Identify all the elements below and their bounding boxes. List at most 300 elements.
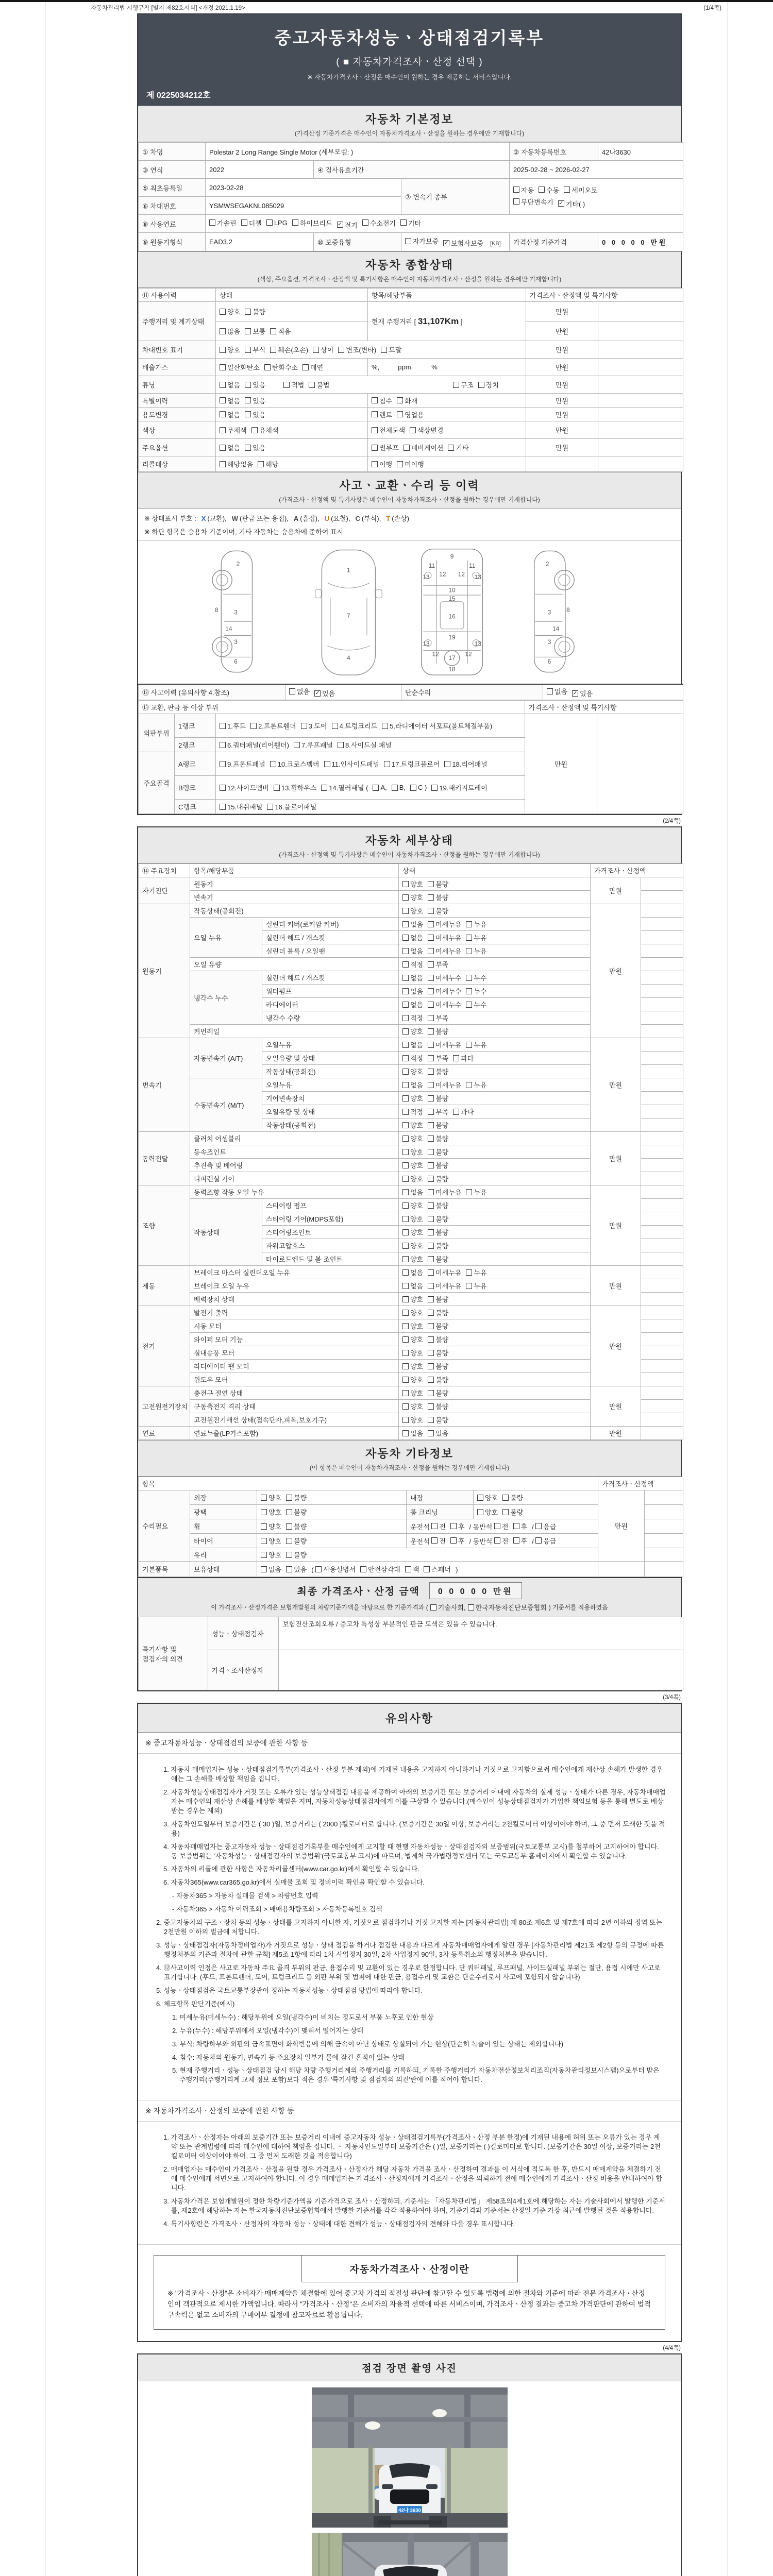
diagram-part-number: 16 xyxy=(448,613,456,620)
checkbox-unchecked[interactable]: 없음 xyxy=(402,933,423,942)
checkbox-unchecked[interactable]: 양호 xyxy=(402,1321,423,1331)
price-cell: 만원 xyxy=(591,1386,641,1427)
checkbox-unchecked[interactable]: 양호 xyxy=(220,307,240,316)
diagram-part-number: 18 xyxy=(448,665,456,673)
checkbox-unchecked[interactable]: 렌트 xyxy=(372,410,392,419)
group-powertrain: 동력전달 xyxy=(139,1132,190,1185)
checkbox-unchecked[interactable]: 부족 xyxy=(428,1053,448,1063)
checkbox-unchecked[interactable]: 장치 xyxy=(478,380,499,389)
label-transmission: ⑦ 변속기 종류 xyxy=(401,179,510,215)
checkbox-unchecked[interactable]: 적정 xyxy=(402,959,423,969)
row-emissions: 배출가스 xyxy=(139,359,216,376)
form-meta xyxy=(45,2,728,13)
subgroup-coolant-leak: 냉각수 누수 xyxy=(190,971,262,1025)
checkbox-unchecked[interactable]: 불량 xyxy=(428,1308,448,1317)
checkbox-unchecked[interactable]: 불법 xyxy=(309,380,329,389)
checkbox-unchecked[interactable]: 없음 xyxy=(402,1428,423,1438)
section-title: 자동차 세부상태 xyxy=(365,834,453,847)
checkbox-unchecked[interactable]: 불량 xyxy=(428,1174,448,1183)
checkbox-unchecked[interactable]: 없음 xyxy=(402,999,423,1009)
checkbox-unchecked[interactable]: 해당없음 xyxy=(220,459,253,469)
current-mileage: 현재 주행거리 [ 31,107Km ] xyxy=(368,302,526,341)
notice-line: 6. 자동차365(www.car365.go.kr)에서 실매물 조회 및 정비이력 확인을 확인할 수 있습니다. xyxy=(163,1878,425,1887)
checkbox-unchecked[interactable]: 도말 xyxy=(381,345,401,354)
checkbox-unchecked[interactable]: 이행 xyxy=(372,459,392,469)
checkbox-unchecked[interactable]: 5.라디에이터 서포트(볼트체결부품) xyxy=(382,721,492,731)
checkbox-unchecked[interactable]: 불량 xyxy=(428,1214,448,1224)
checkbox-unchecked[interactable]: 양호 xyxy=(261,1521,281,1531)
checkbox-unchecked[interactable]: 응급 xyxy=(535,1536,556,1546)
group-basic-items: 기본품목 xyxy=(139,1562,190,1577)
checkbox-unchecked[interactable]: 미세누수 xyxy=(428,999,461,1009)
checkbox-unchecked[interactable]: 세미오토 xyxy=(564,185,597,195)
checkbox-unchecked[interactable]: 기술사회, xyxy=(430,1602,466,1612)
checkbox-unchecked[interactable]: 자가보증 xyxy=(405,236,439,246)
checkbox-unchecked[interactable]: 있음 xyxy=(245,410,265,419)
checkbox-checked[interactable]: ✓ 보험사보증 xyxy=(444,240,484,247)
checkbox-unchecked[interactable]: 적정 xyxy=(402,1107,423,1116)
subgroup-oil-leak: 오일 누유 xyxy=(190,918,262,958)
checkbox-unchecked[interactable]: 양호 xyxy=(402,1093,423,1103)
checkbox-unchecked[interactable]: 영업용 xyxy=(397,410,424,419)
notice-line: 2. 매매업자는 매수인이 가격조사ㆍ산정을 원할 경우 가격조사ㆍ산정자가 해당 자동차 가격을 조사ㆍ산정하여 결과를 이 서식에 적도록 한 후, 반드시 매매계약을 체결하기 전에 매수인에게 서면으로 고지하여야 합니다. 이 경우 매매업자는 가격조사ㆍ산정자에게 가격조사ㆍ산정을 의뢰하기 전에 매수인에게 가격조사ㆍ산정 비용을 안내하여야 합니다. xyxy=(163,2165,663,2192)
diagram-part-number: 13 xyxy=(474,573,481,581)
notice-list-a xyxy=(147,1765,666,1914)
checkbox-unchecked[interactable]: 양호 xyxy=(402,1375,423,1384)
checkbox-unchecked[interactable]: 불량 xyxy=(428,1321,448,1331)
price-cell: 만원 xyxy=(526,376,598,394)
legend-label: (요철), xyxy=(331,515,350,522)
checkbox-unchecked[interactable]: 수동 xyxy=(539,185,559,195)
checkbox-unchecked[interactable]: 양호 xyxy=(261,1536,281,1546)
row-mileage: 주행거리 및 계기상태 xyxy=(139,302,216,341)
checkbox-unchecked[interactable]: 누유 xyxy=(466,1040,486,1049)
checkbox-unchecked[interactable]: 자동 xyxy=(513,185,534,195)
inspector-comment: 보험전산조회오류 / 중고차 특성상 부분적인 판금 도색은 있을 수 있습니다. xyxy=(279,1617,683,1650)
value-vin: YSMWSEGAKNL085029 xyxy=(206,197,401,215)
checkbox-unchecked[interactable]: 네비게이션 xyxy=(404,443,444,452)
checkbox-unchecked[interactable]: 색상변경 xyxy=(410,425,443,435)
checkbox-unchecked[interactable]: 불량 xyxy=(428,1241,448,1250)
checkbox-unchecked[interactable]: 없음 xyxy=(547,686,567,696)
page1-block xyxy=(137,13,682,815)
checkbox-unchecked[interactable]: 후 xyxy=(450,1521,465,1531)
checkbox-unchecked[interactable]: 화재 xyxy=(397,396,417,405)
checkbox-unchecked[interactable]: 19.패키지트레이 xyxy=(431,783,487,792)
checkbox-unchecked[interactable]: 양호 xyxy=(261,1507,281,1517)
checkbox-unchecked[interactable]: 불량 xyxy=(428,1200,448,1210)
checkbox-unchecked[interactable]: 불량 xyxy=(428,1160,448,1170)
page-number-1: (1/4쪽) xyxy=(703,5,721,11)
checkbox-unchecked[interactable]: 미세누유 xyxy=(428,1187,461,1197)
form-title: 중고자동차성능ㆍ상태점검기록부 xyxy=(274,28,545,47)
checkbox-unchecked[interactable]: 후 xyxy=(513,1521,528,1531)
checkbox-unchecked[interactable]: 7.루프패널 xyxy=(294,740,333,750)
checkbox-unchecked[interactable]: 부족 xyxy=(428,959,448,969)
checkbox-unchecked[interactable]: 1.후드 xyxy=(220,721,246,731)
checkbox-unchecked[interactable]: 양호 xyxy=(402,1415,423,1425)
checkbox-unchecked[interactable]: 후 xyxy=(513,1536,528,1546)
checkbox-unchecked[interactable]: 썬루프 xyxy=(372,443,399,452)
diagram-part-number: 17 xyxy=(448,654,456,662)
checkbox-unchecked[interactable]: 양호 xyxy=(261,1493,281,1502)
checkbox-unchecked[interactable]: 가솔린 xyxy=(209,218,237,228)
notice-line: 4. 침수: 자동차의 원동기, 변속기 등 주요장치 일부가 물에 잠긴 흔적이 있는 상태 xyxy=(172,2053,405,2061)
checkbox-unchecked[interactable]: 누수 xyxy=(466,999,486,1009)
checkbox-unchecked[interactable]: 불량 xyxy=(428,1375,448,1384)
overall-state-table xyxy=(138,288,683,472)
checkbox-unchecked[interactable]: 14.필러패널 ( xyxy=(321,783,368,792)
checkbox-checked[interactable]: ✓ 있음 xyxy=(315,690,335,698)
checkbox-unchecked[interactable]: 적정 xyxy=(402,1053,423,1063)
checkbox-unchecked[interactable]: 없음 xyxy=(220,396,240,405)
checkbox-unchecked[interactable]: 양호 xyxy=(402,1348,423,1358)
notice-line: 4. 자동차매매업자는 중고자동차 성능ㆍ상태점검기록부를 매수인에게 고지할 때 현행 자동차성능ㆍ상태점검자의 보증범위(국토교통부 고시)를 첨부하여 고지하여야 합니다. 동 보증범위는 '자동차성능ㆍ상태점검자의 보증범위'(국토교통부 고시)에 따르며, 법제처 국가법령정보센터 또는 국토교통부 홈페이지에서 확인할 수 있습니다. xyxy=(163,1842,659,1860)
checkbox-unchecked[interactable]: 양호 xyxy=(402,1174,423,1183)
checkbox-unchecked[interactable]: 불량 xyxy=(428,1026,448,1036)
checkbox-unchecked[interactable]: 불량 xyxy=(286,1550,307,1560)
checkbox-unchecked[interactable]: 없음 xyxy=(402,1080,423,1090)
checkbox-unchecked[interactable]: 과다 xyxy=(453,1107,474,1116)
emissions-options xyxy=(216,359,368,376)
legend-label: (교환), xyxy=(207,515,227,522)
price-cell: 만원 xyxy=(591,1427,641,1440)
checkbox-unchecked[interactable]: 불량 xyxy=(428,1361,448,1371)
notice-line: - 자동차365 > 자동차 이력조회 > 매매용차량조회 > 자동차등록번호 검색 xyxy=(172,1905,382,1913)
checkbox-unchecked[interactable]: 적정 xyxy=(402,1013,423,1023)
checkbox-unchecked[interactable]: 양호 xyxy=(261,1550,281,1560)
checkbox-unchecked[interactable]: 부식 xyxy=(245,345,265,354)
checkbox-unchecked[interactable]: 부족 xyxy=(428,1013,448,1023)
checkbox-unchecked[interactable]: 양호 xyxy=(402,1308,423,1317)
checkbox-unchecked[interactable]: 4.트렁크리드 xyxy=(332,721,378,731)
checkbox-unchecked[interactable]: 전 xyxy=(431,1521,446,1531)
checkbox-unchecked[interactable]: 있음 xyxy=(286,1564,307,1574)
checkbox-unchecked[interactable]: 불량 xyxy=(428,1093,448,1103)
page-number-4: (4/4쪽) xyxy=(663,2345,681,2351)
checkbox-unchecked[interactable]: 양호 xyxy=(477,1493,498,1502)
checkbox-unchecked[interactable]: 미세누유 xyxy=(428,1080,461,1090)
diagram-part-number: 2 xyxy=(236,560,240,568)
checkbox-unchecked[interactable]: 3.도어 xyxy=(301,721,327,731)
checkbox-unchecked[interactable]: 불량 xyxy=(428,1254,448,1264)
checkbox-unchecked[interactable]: 2.프론트휀더 xyxy=(250,721,296,731)
col-price-notes: 가격조사ㆍ산정액 및 특기사항 xyxy=(526,289,683,302)
checkbox-unchecked[interactable]: 불량 xyxy=(286,1521,307,1531)
checkbox-unchecked[interactable]: 없음 xyxy=(261,1564,281,1574)
checkbox-unchecked[interactable]: 전 xyxy=(494,1536,509,1546)
page-number-3: (3/4쪽) xyxy=(663,1694,681,1701)
value-year: 2022 xyxy=(206,161,314,179)
checkbox-unchecked[interactable]: 하이브리드 xyxy=(292,218,332,228)
checkbox-unchecked[interactable]: 양호 xyxy=(402,1160,423,1170)
checkbox-unchecked[interactable]: 누유 xyxy=(466,946,486,956)
checkbox-unchecked[interactable]: 미세누유 xyxy=(428,919,461,929)
checkbox-unchecked[interactable]: 많음 xyxy=(220,326,240,336)
checkbox-unchecked[interactable]: 수소전기 xyxy=(362,218,396,228)
checkbox-unchecked[interactable]: 18.리어패널 xyxy=(444,759,487,769)
legend-symbol: X xyxy=(201,515,206,522)
checkbox-unchecked[interactable]: 무채색 xyxy=(220,425,247,435)
checkbox-unchecked[interactable]: 누수 xyxy=(466,973,486,982)
checkbox-unchecked[interactable]: LPG xyxy=(266,219,288,227)
checkbox-unchecked[interactable]: 누유 xyxy=(466,1267,486,1277)
checkbox-unchecked[interactable]: 양호 xyxy=(402,1334,423,1344)
checkbox-unchecked[interactable]: 미세누유 xyxy=(428,933,461,942)
checkbox-unchecked[interactable]: 보통 xyxy=(245,326,265,336)
checkbox-unchecked[interactable]: 6.쿼터패널(리어휀더) xyxy=(220,740,289,750)
col-usage-history: ⑪ 사용이력 xyxy=(139,289,216,302)
section-subtitle: (가격조사ㆍ산정액 및 특기사항은 매수인이 자동차가격조사ㆍ산정을 원하는 경우에만 기재합니다) xyxy=(279,851,540,858)
diagram-part-number: 12 xyxy=(458,570,465,578)
diagram-part-number: 12 xyxy=(464,650,472,658)
checkbox-unchecked[interactable]: 불량 xyxy=(428,906,448,916)
appraisal-definition-body: ※ "가격조사ㆍ산정"은 소비자가 매매계약을 체결함에 있어 중고차 가격의 적절성 판단에 참고할 수 있도록 법령에 의한 절차와 기준에 따라 전문 가격조사ㆍ산정인이 객관적으로 제시한 가액입니다. 따라서 "가격조사ㆍ산정"은 소비자의 자율적 선택에 따른 서비스이며, 가격조사ㆍ산정 결과는 중고차 가격판단에 관하여 법적 구속력은 없고 소비자의 구매여부 결정에 참고자료로 활용됩니다. xyxy=(167,2289,651,2319)
checkbox-unchecked[interactable]: 17.트렁크플로어 xyxy=(384,759,440,769)
checkbox-unchecked[interactable]: 미세누수 xyxy=(428,986,461,996)
checkbox-unchecked[interactable]: 응급 xyxy=(535,1521,556,1531)
checkbox-unchecked[interactable]: 기타 xyxy=(448,443,468,452)
checkbox-unchecked[interactable]: 양호 xyxy=(402,892,423,902)
checkbox-unchecked[interactable]: 없음 xyxy=(289,686,310,696)
checkbox-unchecked[interactable]: 양호 xyxy=(477,1507,498,1517)
diagram-part-number: 6 xyxy=(233,658,238,666)
checkbox-unchecked[interactable]: 미세누수 xyxy=(428,973,461,982)
checkbox-unchecked[interactable]: 10.크로스멤버 xyxy=(270,759,320,769)
group-electrical: 전기 xyxy=(139,1306,190,1386)
checkbox-unchecked[interactable]: 기타 xyxy=(400,218,421,228)
checkbox-unchecked[interactable]: 없음 xyxy=(220,410,240,419)
group-repair-needed: 수리필요 xyxy=(139,1490,190,1562)
checkbox-unchecked[interactable]: 불량 xyxy=(428,1294,448,1304)
checkbox-unchecked[interactable]: 있음 xyxy=(245,380,265,389)
checkbox-unchecked[interactable]: 누유 xyxy=(466,1187,486,1197)
page-number-2: (2/4쪽) xyxy=(663,818,681,824)
checkbox-unchecked[interactable]: 없음 xyxy=(402,1187,423,1197)
checkbox-unchecked[interactable]: 미이행 xyxy=(397,459,424,469)
checkbox-unchecked[interactable]: 불량 xyxy=(428,1348,448,1358)
price-cell: 만원 xyxy=(526,359,598,376)
checkbox-unchecked[interactable]: 일산화탄소 xyxy=(220,362,260,372)
checkbox-unchecked[interactable]: 한국자동차진단보증협회 xyxy=(468,1602,547,1612)
checkbox-unchecked[interactable]: 안전삼각대 xyxy=(360,1564,400,1574)
checkbox-unchecked[interactable]: 양호 xyxy=(402,1388,423,1398)
inspector-label: 성능ㆍ상태점검자 xyxy=(208,1617,279,1650)
form-note: ※ 자동차가격조사ㆍ산정은 매수인이 원하는 경우 제공하는 서비스입니다. xyxy=(307,74,512,81)
checkbox-unchecked[interactable]: 전 xyxy=(494,1521,509,1531)
checkbox-unchecked[interactable]: 11.인사이드패널 xyxy=(324,759,379,769)
checkbox-unchecked[interactable]: 매연 xyxy=(303,362,323,372)
checkbox-unchecked[interactable]: 사용설명서 xyxy=(315,1564,356,1574)
checkbox-unchecked[interactable]: 8.사이드실 패널 xyxy=(338,740,392,750)
checkbox-unchecked[interactable]: 미세누유 xyxy=(428,1281,461,1291)
overall-state-header xyxy=(138,251,681,288)
checkbox-unchecked[interactable]: 훼손(오손) xyxy=(270,345,308,354)
warranty-options xyxy=(401,233,510,251)
checkbox-unchecked[interactable]: 없음 xyxy=(402,1267,423,1277)
checkbox-unchecked[interactable]: 미세누유 xyxy=(428,1040,461,1049)
checkbox-unchecked[interactable]: 양호 xyxy=(402,1227,423,1237)
checkbox-unchecked[interactable]: 불량 xyxy=(428,1066,448,1076)
etc-info-header xyxy=(138,1440,681,1477)
diagram-part-number: 14 xyxy=(552,625,559,633)
price-cell: 만원 xyxy=(525,714,597,814)
checkbox-unchecked[interactable]: 없음 xyxy=(220,443,240,452)
diagram-part-number: 8 xyxy=(566,606,570,614)
checkbox-unchecked[interactable]: 누유 xyxy=(466,1080,486,1090)
checkbox-unchecked[interactable]: 미세누유 xyxy=(428,1267,461,1277)
label-vin: ⑥ 차대번호 xyxy=(139,197,206,215)
checkbox-unchecked[interactable]: 있음 xyxy=(245,396,265,405)
notice-appraisal-heading: ※ 자동차가격조사ㆍ산정의 보증에 관한 사항 등 xyxy=(138,2100,681,2122)
checkbox-unchecked[interactable]: 없음 xyxy=(402,919,423,929)
checkbox-unchecked[interactable]: 없음 xyxy=(402,973,423,982)
checkbox-unchecked[interactable]: 불량 xyxy=(428,1401,448,1411)
notice-line: 1. 미세누유(미세누수) : 해당부위에 오일(냉각수)이 비치는 정도로서 부품 노후로 인한 현상 xyxy=(172,2013,434,2021)
checkbox-unchecked[interactable]: 적법 xyxy=(283,380,304,389)
col-major-device: ⑭ 주요장치 xyxy=(139,864,190,877)
checkbox-unchecked[interactable]: 누유 xyxy=(466,919,486,929)
checkbox-unchecked[interactable]: 없음 xyxy=(402,986,423,996)
value-first-reg: 2023-02-28 xyxy=(206,179,401,197)
notice-list-b xyxy=(147,1918,666,2084)
checkbox-unchecked[interactable]: 양호 xyxy=(402,1147,423,1157)
rankC-options xyxy=(216,800,525,814)
checkbox-unchecked[interactable]: 양호 xyxy=(402,1241,423,1250)
checkbox-unchecked[interactable]: 적음 xyxy=(270,326,291,336)
checkbox-unchecked[interactable]: 불량 xyxy=(428,1133,448,1143)
checkbox-unchecked[interactable]: 불량 xyxy=(502,1493,523,1502)
price-cell: 만원 xyxy=(591,877,641,904)
checkbox-checked[interactable]: ✓ 있음 xyxy=(573,690,593,698)
checkbox-unchecked[interactable]: 해당 xyxy=(258,459,278,469)
checkbox-unchecked[interactable]: 불량 xyxy=(286,1507,307,1517)
notice-line: 6. 체크항목 판단기준(예시) xyxy=(156,1999,235,2008)
outer-panel-label: 외판부위 xyxy=(139,714,175,752)
final-price-band xyxy=(138,1577,681,1617)
checkbox-unchecked[interactable]: 불량 xyxy=(428,1227,448,1237)
checkbox-unchecked[interactable]: 양호 xyxy=(402,879,423,889)
checkbox-unchecked[interactable]: 불량 xyxy=(286,1493,307,1502)
checkbox-unchecked[interactable]: 미세누유 xyxy=(428,946,461,956)
simple-repair-label: 단순수리 xyxy=(401,684,543,700)
checkbox-unchecked[interactable]: 양호 xyxy=(402,1361,423,1371)
diagram-part-number: 11 xyxy=(428,562,435,570)
checkbox-checked[interactable]: ✓ 전기 xyxy=(338,221,358,229)
diagram-part-number: 7 xyxy=(346,612,350,619)
checkbox-unchecked[interactable]: 불량 xyxy=(428,1415,448,1425)
checkbox-unchecked[interactable]: 불량 xyxy=(428,1334,448,1344)
checkbox-unchecked[interactable]: 양호 xyxy=(402,906,423,916)
diagram-part-number: 13 xyxy=(474,640,481,648)
checkbox-unchecked[interactable]: 양호 xyxy=(402,1120,423,1130)
checkbox-unchecked[interactable]: 불량 xyxy=(428,892,448,902)
basic-info-table xyxy=(138,142,683,251)
checkbox-unchecked[interactable]: 상이 xyxy=(313,345,333,354)
checkbox-unchecked[interactable]: 잭 xyxy=(405,1564,419,1574)
checkbox-unchecked[interactable]: 양호 xyxy=(402,1133,423,1143)
checkbox-unchecked[interactable]: 무단변속기 xyxy=(513,197,553,207)
checkbox-unchecked[interactable]: A, xyxy=(373,784,386,791)
checkbox-unchecked[interactable]: 양호 xyxy=(402,1294,423,1304)
checkbox-unchecked[interactable]: 있음 xyxy=(245,443,265,452)
checkbox-unchecked[interactable]: 부족 xyxy=(428,1107,448,1116)
price-cell: 만원 xyxy=(591,1306,641,1386)
checkbox-unchecked[interactable]: 누수 xyxy=(466,986,486,996)
form-regulation-ref: 자동차관리법 시행규칙 [별지 제82호서식] <개정 2021.1.19> xyxy=(91,5,245,11)
checkbox-unchecked[interactable]: 변조(변타) xyxy=(338,345,376,354)
checkbox-unchecked[interactable]: 유채색 xyxy=(251,425,279,435)
checkbox-unchecked[interactable]: 없음 xyxy=(220,380,240,389)
checkbox-unchecked[interactable]: 불량 xyxy=(428,1388,448,1398)
checkbox-unchecked[interactable]: 없음 xyxy=(402,1281,423,1291)
checkbox-unchecked[interactable]: 침수 xyxy=(372,396,392,405)
label-car-name: ① 차명 xyxy=(139,143,206,161)
checkbox-unchecked[interactable]: 없음 xyxy=(402,946,423,956)
checkbox-unchecked[interactable]: 양호 xyxy=(402,1401,423,1411)
checkbox-unchecked[interactable]: 16.플로어패널 xyxy=(267,802,316,811)
group-self-diagnosis: 자기진단 xyxy=(139,877,190,904)
car-top-view xyxy=(315,550,382,675)
checkbox-unchecked[interactable]: 불량 xyxy=(428,879,448,889)
checkbox-unchecked[interactable]: 양호 xyxy=(402,1066,423,1076)
checkbox-unchecked[interactable]: 전체도색 xyxy=(372,425,405,435)
checkbox-unchecked[interactable]: 디젤 xyxy=(241,218,262,228)
diagram-part-number: 12 xyxy=(432,650,439,658)
rankB-options xyxy=(216,776,525,800)
checkbox-unchecked[interactable]: 불량 xyxy=(286,1536,307,1546)
checkbox-unchecked[interactable]: 15.대쉬패널 xyxy=(220,802,262,811)
checkbox-unchecked[interactable]: C ) xyxy=(410,784,427,791)
col-state: 상태 xyxy=(216,289,368,302)
checkbox-unchecked[interactable]: 있음 xyxy=(428,1428,448,1438)
notice-line: 3. 자동차가격은 보험개발원이 정한 차량기준가액을 기준가격으로 조사ㆍ산정하되, 기준서는 「자동차관리법」 제58조의4제1호에 해당하는 자는 기술사회에서 발행한 기준서를, 제2호에 해당하는 자는 한국자동차진단보증협회에서 발행한 기준서를 각각 적용하여야 하며, 기준가격과 기준서는 산정일 기준 가장 최근에 발행된 것을 적용합니다. xyxy=(163,2197,665,2214)
checkbox-unchecked[interactable]: 불량 xyxy=(428,1120,448,1130)
checkbox-checked[interactable]: ✓ 기타( ) xyxy=(559,200,585,208)
checkbox-unchecked[interactable]: 13.휠하우스 xyxy=(274,783,316,792)
checkbox-unchecked[interactable]: 누유 xyxy=(466,933,486,942)
col-price: 가격조사ㆍ산정액 xyxy=(591,864,683,877)
checkbox-unchecked[interactable]: 양호 xyxy=(402,1200,423,1210)
fuel-options xyxy=(206,215,683,233)
checkbox-unchecked[interactable]: 12.사이드멤버 xyxy=(220,783,269,792)
checkbox-unchecked[interactable]: 스패너 xyxy=(424,1564,451,1574)
checkbox-unchecked[interactable]: 구조 xyxy=(453,380,474,389)
checkbox-unchecked[interactable]: 9.프론트패널 xyxy=(220,759,265,769)
checkbox-unchecked[interactable]: 불량 xyxy=(245,307,265,316)
emissions-values: %, ppm, % xyxy=(368,359,526,376)
price-cell: 만원 xyxy=(526,408,598,421)
checkbox-unchecked[interactable]: 누유 xyxy=(466,1281,486,1291)
diagram-part-number: 10 xyxy=(448,586,456,594)
opinion-label: 특기사항 및 점검자의 의견 xyxy=(139,1617,208,1690)
checkbox-unchecked[interactable]: 불량 xyxy=(428,1147,448,1157)
checkbox-unchecked[interactable]: 양호 xyxy=(402,1214,423,1224)
checkbox-unchecked[interactable]: 과다 xyxy=(453,1053,474,1063)
checkbox-unchecked[interactable]: 후 xyxy=(450,1536,465,1546)
checkbox-unchecked[interactable]: B, xyxy=(392,784,406,791)
checkbox-unchecked[interactable]: 없음 xyxy=(402,1040,423,1049)
checkbox-unchecked[interactable]: 전 xyxy=(431,1536,446,1546)
checkbox-unchecked[interactable]: 양호 xyxy=(220,345,240,354)
section-title: 자동차 종합상태 xyxy=(365,259,453,272)
checkbox-unchecked[interactable]: 탄화수소 xyxy=(264,362,298,372)
mileage-state-options xyxy=(216,302,368,321)
legend-note: ※ 하단 항목은 승용차 기준이며, 기타 자동차는 승용차에 준하여 표시 xyxy=(144,528,344,536)
checkbox-unchecked[interactable]: 양호 xyxy=(402,1026,423,1036)
checkbox-unchecked[interactable]: 불량 xyxy=(502,1507,523,1517)
checkbox-unchecked[interactable]: 양호 xyxy=(402,1254,423,1264)
